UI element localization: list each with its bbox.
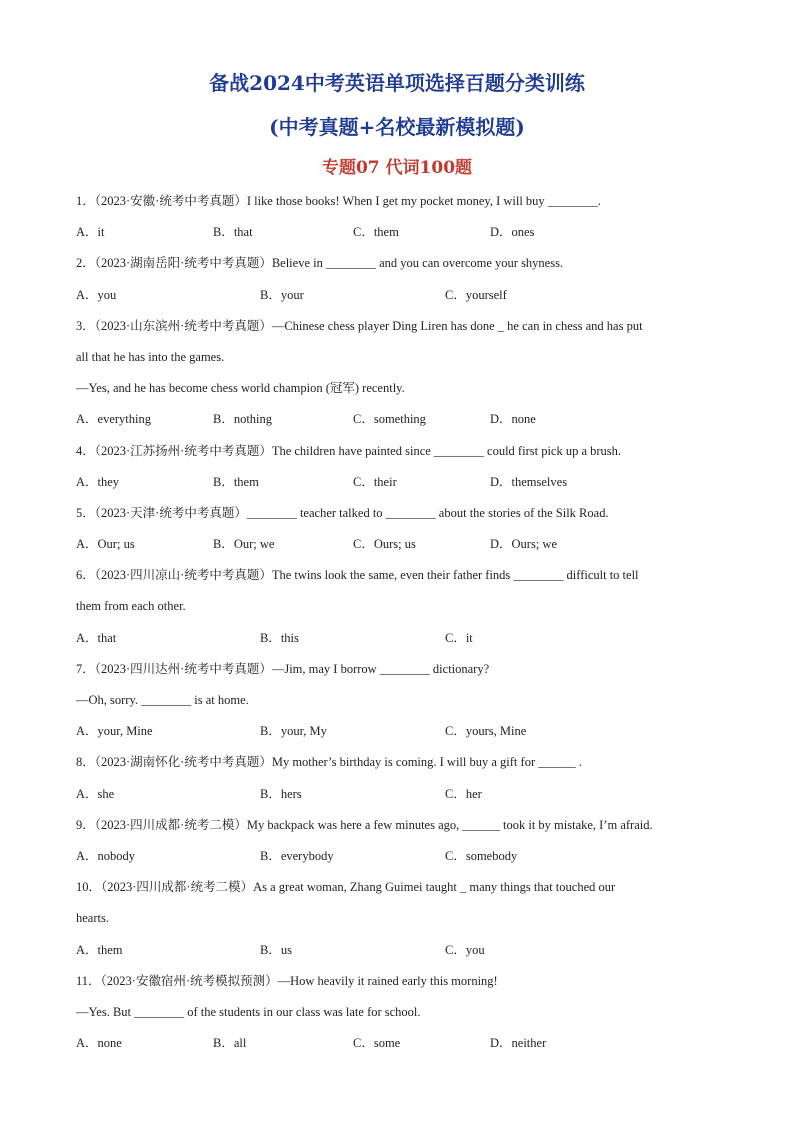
question-item	[76, 498, 726, 560]
answer-option[interactable]: A．them	[76, 942, 123, 957]
document-title: 备战2024中考英语单项选择百题分类训练	[209, 71, 585, 95]
question-stem: 7．（2023·四川达州·统考中考真题）—Jim, may I borrow ________ dictionary?	[76, 661, 490, 676]
answer-option[interactable]: A．it	[76, 225, 105, 240]
answer-options	[76, 1028, 726, 1059]
answer-options	[76, 404, 726, 435]
question-stem: 9．（2023·四川成都·统考二模）My backpack was here a few minutes ago, ______ took it by mistake, I’m afraid.	[76, 817, 653, 832]
answer-option[interactable]: C．you	[445, 942, 485, 957]
question-stem-continued: all that he has into the games.	[76, 349, 225, 364]
question-item	[76, 186, 726, 248]
question-item	[76, 654, 726, 748]
answer-option[interactable]: B．Our; we	[213, 537, 275, 552]
answer-option[interactable]: C．Ours; us	[353, 537, 416, 552]
answer-option[interactable]: B．everybody	[260, 848, 334, 863]
answer-options	[76, 716, 726, 747]
question-item	[76, 560, 726, 654]
topic-heading: 专题07 代词100题	[321, 158, 473, 178]
answer-options	[76, 217, 726, 248]
answer-option[interactable]: B．them	[213, 474, 259, 489]
question-stem: 3．（2023·山东滨州·统考中考真题）—Chinese chess player Ding Liren has done _ he can in chess and has put	[76, 318, 643, 333]
question-stem-continued: them from each other.	[76, 599, 186, 614]
answer-option[interactable]: D．Ours; we	[490, 537, 558, 552]
answer-option[interactable]: C．somebody	[445, 848, 518, 863]
answer-option[interactable]: A．they	[76, 474, 120, 489]
answer-option[interactable]: A．everything	[76, 412, 151, 427]
answer-option[interactable]: C．it	[445, 630, 473, 645]
answer-option[interactable]: A．your, Mine	[76, 724, 153, 739]
question-stem-continued: hearts.	[76, 911, 109, 926]
question-item	[76, 747, 726, 809]
answer-options	[76, 623, 726, 654]
answer-options	[76, 779, 726, 810]
answer-option[interactable]: A．she	[76, 786, 115, 801]
question-item	[76, 436, 726, 498]
question-list	[76, 186, 726, 1059]
answer-option[interactable]: B．us	[260, 942, 292, 957]
answer-option[interactable]: B．nothing	[213, 412, 273, 427]
answer-option[interactable]: C．yourself	[445, 287, 507, 302]
document-title-sub: (中考真题+名校最新模拟题)	[269, 115, 525, 139]
answer-option[interactable]: C．their	[353, 474, 397, 489]
question-stem-continued: —Yes, and he has become chess world champion (冠军) recently.	[76, 381, 405, 396]
question-stem-continued: —Oh, sorry. ________ is at home.	[76, 693, 249, 707]
question-stem: 10．（2023·四川成都·统考二模）As a great woman, Zhang Guimei taught _ many things that touched our	[76, 880, 616, 895]
question-item	[76, 872, 726, 966]
answer-option[interactable]: B．this	[260, 630, 299, 645]
question-item	[76, 311, 726, 436]
answer-option[interactable]: B．hers	[260, 786, 302, 801]
question-item	[76, 966, 726, 1060]
question-stem-continued: —Yes. But ________ of the students in our class was late for school.	[76, 1004, 421, 1019]
answer-option[interactable]: A．you	[76, 287, 117, 302]
answer-option[interactable]: C．them	[353, 225, 399, 240]
answer-option[interactable]: A．that	[76, 630, 117, 645]
answer-option[interactable]: A．none	[76, 1036, 122, 1051]
answer-option[interactable]: D．none	[490, 412, 536, 427]
question-stem: 1．（2023·安徽·统考中考真题）I like those books! When I get my pocket money, I will buy ________.	[76, 194, 601, 208]
answer-option[interactable]: A．nobody	[76, 848, 136, 863]
answer-options	[76, 467, 726, 498]
answer-option[interactable]: D．neither	[490, 1036, 547, 1051]
answer-option[interactable]: C．some	[353, 1036, 401, 1051]
question-stem: 11．（2023·安徽宿州·统考模拟预测）—How heavily it rained early this morning!	[76, 973, 498, 988]
answer-option[interactable]: B．your	[260, 287, 304, 302]
answer-option[interactable]: B．that	[213, 225, 253, 240]
question-stem: 4．（2023·江苏扬州·统考中考真题）The children have painted since ________ could first pick up a brush.	[76, 443, 622, 458]
answer-option[interactable]: D．themselves	[490, 474, 568, 489]
answer-option[interactable]: C．something	[353, 412, 426, 427]
answer-option[interactable]: C．yours, Mine	[445, 724, 527, 739]
question-stem: 5．（2023·天津·统考中考真题）________ teacher talked to ________ about the stories of the Silk Road.	[76, 505, 609, 520]
question-item	[76, 248, 726, 310]
answer-option[interactable]: C．her	[445, 786, 482, 801]
answer-option[interactable]: D．ones	[490, 225, 535, 240]
answer-options	[76, 529, 726, 560]
question-stem: 8．（2023·湖南怀化·统考中考真题）My mother’s birthday is coming. I will buy a gift for ______ .	[76, 755, 582, 770]
answer-options	[76, 280, 726, 311]
answer-option[interactable]: B．all	[213, 1036, 247, 1051]
answer-option[interactable]: A．Our; us	[76, 537, 135, 552]
question-stem: 2．（2023·湖南岳阳·统考中考真题）Believe in ________ and you can overcome your shyness.	[76, 256, 564, 271]
answer-options	[76, 935, 726, 966]
question-item	[76, 810, 726, 872]
answer-options	[76, 841, 726, 872]
question-stem: 6．（2023·四川凉山·统考中考真题）The twins look the same, even their father finds ________ difficult to tell	[76, 568, 639, 583]
answer-option[interactable]: B．your, My	[260, 724, 327, 739]
